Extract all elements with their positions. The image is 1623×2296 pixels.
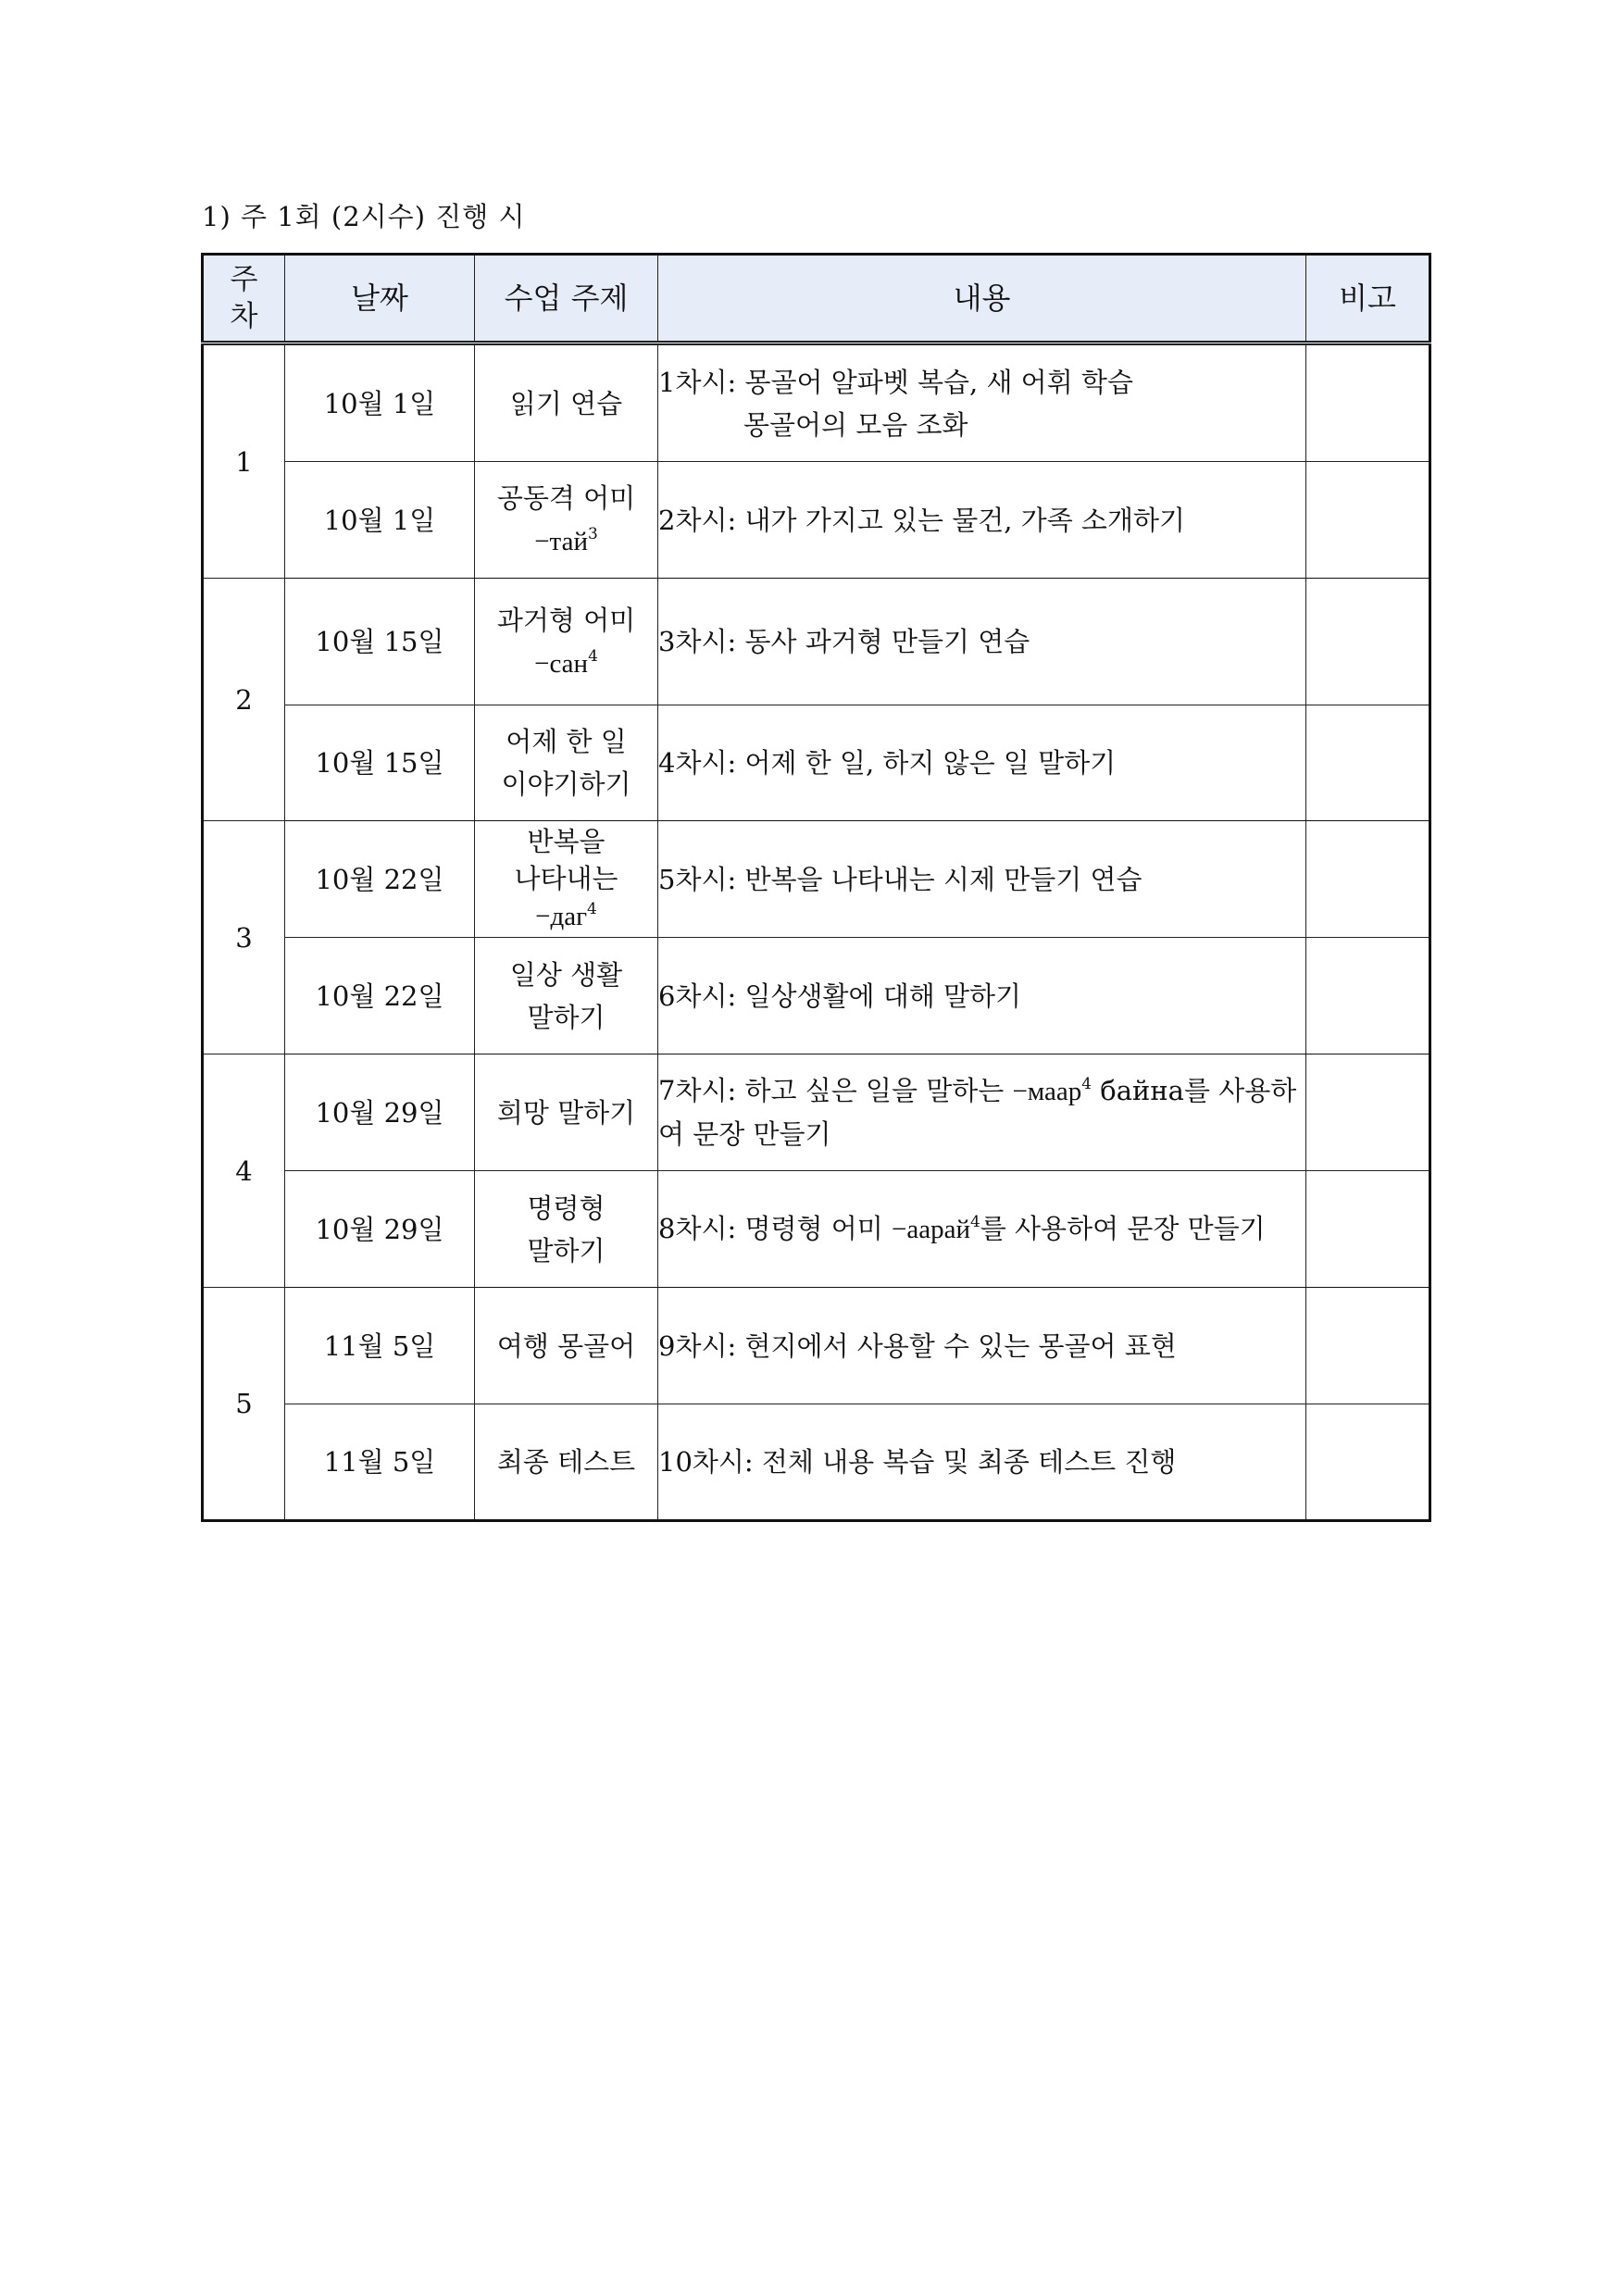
content-cell: 10차시: 전체 내용 복습 및 최종 테스트 진행 [658, 1404, 1306, 1521]
header-row [203, 255, 1430, 343]
week-number: 4 [203, 1054, 285, 1288]
table-row [203, 462, 1430, 579]
content-cell: 4차시: 어제 한 일, 하지 않은 일 말하기 [658, 705, 1306, 821]
table-row [203, 1054, 1430, 1171]
week-number: 3 [203, 821, 285, 1054]
note-cell [1306, 1404, 1430, 1521]
date-cell: 10월 22일 [285, 821, 475, 938]
mongolian-suffix: −сан [534, 648, 589, 679]
note-cell [1306, 938, 1430, 1054]
week-number: 2 [203, 579, 285, 821]
note-cell [1306, 705, 1430, 821]
content-cell [658, 343, 1306, 462]
topic-cell: 최종 테스트 [475, 1404, 658, 1521]
topic-cell: 어제 한 일 이야기하기 [475, 705, 658, 821]
topic-cell: 과거형 어미 −сан$^4$ [475, 579, 658, 705]
content-line: 1차시: 몽골어 알파벳 복습, 새 어휘 학습 [658, 366, 1133, 398]
date-cell: 10월 15일 [285, 579, 475, 705]
mongolian-suffix: −тай [534, 527, 588, 556]
date-cell: 10월 1일 [285, 343, 475, 462]
date-cell: 11월 5일 [285, 1404, 475, 1521]
mongolian-suffix: −аарай [891, 1215, 970, 1244]
week-number: 1 [203, 343, 285, 579]
table-row [203, 579, 1430, 705]
header-note: 비고 [1306, 255, 1430, 343]
note-cell [1306, 1171, 1430, 1288]
header-content: 내용 [658, 255, 1306, 343]
note-cell [1306, 821, 1430, 938]
topic-cell: 반복을 나타내는 −даг$^4$ [475, 821, 658, 938]
date-cell: 10월 22일 [285, 938, 475, 1054]
mongolian-suffix: −маар [1012, 1077, 1082, 1106]
schedule-table [201, 253, 1431, 1522]
table-row [203, 1288, 1430, 1404]
table-row [203, 705, 1430, 821]
content-cell: 9차시: 현지에서 사용할 수 있는 몽골어 표현 [658, 1288, 1306, 1404]
topic-cell: 여행 몽골어 [475, 1288, 658, 1404]
topic-cell: 희망 말하기 [475, 1054, 658, 1171]
header-topic: 수업 주제 [475, 255, 658, 343]
header-date: 날짜 [285, 255, 475, 343]
topic-cell: 일상 생활 말하기 [475, 938, 658, 1054]
content-cell: 6차시: 일상생활에 대해 말하기 [658, 938, 1306, 1054]
date-cell: 10월 1일 [285, 462, 475, 579]
note-cell [1306, 462, 1430, 579]
table-row [203, 1404, 1430, 1521]
date-cell: 10월 15일 [285, 705, 475, 821]
note-cell [1306, 343, 1430, 462]
mongolian-suffix: −даг [535, 902, 588, 931]
topic-cell: 읽기 연습 [475, 343, 658, 462]
note-cell [1306, 1288, 1430, 1404]
content-cell: 7차시: 하고 싶은 일을 말하는 −маар$^4$ байна를 사용하여 문장 만들기 [658, 1054, 1306, 1171]
date-cell: 10월 29일 [285, 1171, 475, 1288]
table-row [203, 343, 1430, 462]
table-row [203, 938, 1430, 1054]
week-number: 5 [203, 1288, 285, 1521]
table-row [203, 1171, 1430, 1288]
content-cell: 5차시: 반복을 나타내는 시제 만들기 연습 [658, 821, 1306, 938]
date-cell: 10월 29일 [285, 1054, 475, 1171]
date-cell: 11월 5일 [285, 1288, 475, 1404]
content-cell: 8차시: 명령형 어미 −аарай$^4$를 사용하여 문장 만들기 [658, 1171, 1306, 1288]
topic-cell: 명령형 말하기 [475, 1171, 658, 1288]
content-cell: 3차시: 동사 과거형 만들기 연습 [658, 579, 1306, 705]
header-week: 주 차 [203, 255, 285, 343]
content-line: 몽골어의 모음 조화 [743, 408, 968, 441]
note-cell [1306, 1054, 1430, 1171]
topic-cell: 공동격 어미 −тай$^3$ [475, 462, 658, 579]
content-cell: 2차시: 내가 가지고 있는 물건, 가족 소개하기 [658, 462, 1306, 579]
table-row [203, 821, 1430, 938]
note-cell [1306, 579, 1430, 705]
page-heading: 1) 주 1회 (2시수) 진행 시 [202, 201, 526, 232]
